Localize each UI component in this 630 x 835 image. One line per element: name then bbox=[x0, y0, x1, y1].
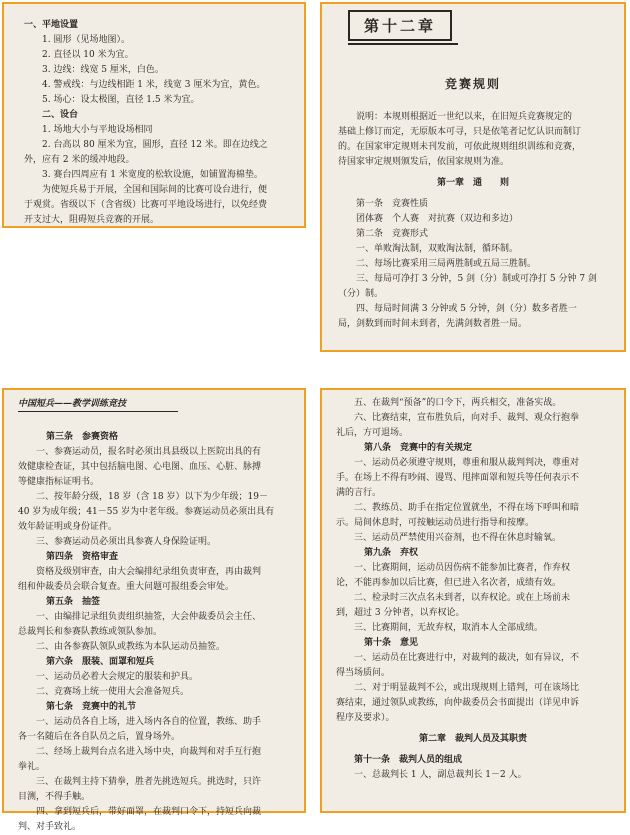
text-line: 一、参赛运动员，报名时必须出具县级以上医院出具的有 bbox=[36, 447, 262, 457]
text-line: 第一条 竞赛性质 bbox=[356, 199, 429, 209]
text-line: 一、运动员各自上场，进入场内各自的位置，教练、助手 bbox=[36, 717, 262, 727]
text-line: 三、运动员严禁使用兴奋剂，也不得在休息时输氧。 bbox=[354, 533, 562, 543]
page-title: 竞赛规则 bbox=[444, 77, 501, 91]
page-panel-bottom-left bbox=[2, 388, 306, 832]
text-line: 第三条 参赛资格 bbox=[46, 432, 119, 442]
text-line: 1. 圆形（见场地图）。 bbox=[42, 35, 130, 45]
text-line: 一、比赛期间，运动员因伤病不能参加比赛者，作弃权 bbox=[354, 563, 571, 573]
text-line: 二、经场上裁判台点名进入场中央，向裁判和对手互行抱 bbox=[36, 747, 262, 757]
text-line: 第十一条 裁判人员的组成 bbox=[354, 755, 463, 765]
text-line: 1. 场地大小与平地设场相同 bbox=[42, 125, 153, 135]
text-line: 第二条 竞赛形式 bbox=[356, 229, 429, 239]
text-line: 开支过大，阻碍短兵竞赛的开展。 bbox=[24, 215, 160, 225]
text-line: 三、在裁判主持下猜拳，胜者先挑选短兵。挑选时，只许 bbox=[36, 777, 262, 787]
text-line: 于观赏。省级以下（含省级）比赛可平地设场进行，以免经费 bbox=[24, 200, 268, 210]
chapter-heading: 第十二章 bbox=[348, 10, 452, 41]
text-line: 基础上修订而定，无原版本可寻，只是依笔者记忆认识而制订 bbox=[338, 127, 582, 137]
text-line: 一、运动员在比赛进行中，对裁判的裁决，如有异议，不 bbox=[354, 653, 580, 663]
text-line: 第七条 竞赛中的礼节 bbox=[46, 702, 137, 712]
text-line: 第四条 资格审查 bbox=[46, 552, 119, 562]
text-line: 手。在场上不得有吵闹、谩骂、甩摔面罩和短兵等任何表示不 bbox=[336, 473, 580, 483]
text-line: 二、检录时三次点名未到者，以弃权论。或在上场前未 bbox=[354, 593, 571, 603]
text-line: 满的言行。 bbox=[336, 488, 382, 498]
text-line: 四、拿到短兵后，带好面罩，在裁判口令下，持短兵向裁 bbox=[36, 807, 262, 817]
text-line: 3. 边线：线宽 5 厘米，白色。 bbox=[42, 65, 164, 75]
section-heading: 第二章 裁判人员及其职责 bbox=[418, 734, 527, 744]
text-line: 三、每局可净打 3 分钟，5 剑（分）制或可净打 5 分钟 7 剑 bbox=[356, 274, 597, 284]
text-line: 论，不能再参加以后比赛，但已进入名次者，成绩有效。 bbox=[336, 578, 562, 588]
page-panel-bottom-right bbox=[320, 388, 626, 813]
text-line: 的。在国家审定规则未刊发前，可依此规则组织训练和竞赛， bbox=[338, 142, 582, 152]
running-header: 中国短兵——教学训练竞技 bbox=[18, 396, 178, 412]
text-line: 效健康检查证，其中包括脑电图、心电图、血压、心脏、脉搏 bbox=[18, 462, 262, 472]
text-line: 第十条 意见 bbox=[364, 638, 419, 648]
text-line: 三、比赛期间，无故弃权，取消本人全部成绩。 bbox=[354, 623, 544, 633]
text-line: 一、运动员必须遵守规则，尊重和服从裁判判决，尊重对 bbox=[354, 458, 580, 468]
chapter-rule bbox=[348, 43, 458, 45]
text-line: 外，应有 2 米的缓冲地段。 bbox=[24, 155, 135, 165]
text-line: 组和仲裁委员会联合复查。重大问题可报组委会审处。 bbox=[18, 582, 235, 592]
text-line: 目测，不得手触。 bbox=[18, 792, 91, 802]
text-line: 2. 直径以 10 米为宜。 bbox=[42, 50, 134, 60]
text-line: 第八条 竞赛中的有关规定 bbox=[364, 443, 473, 453]
text-line: （分）制。 bbox=[338, 289, 384, 299]
text-line: 二、竞赛场上统一使用大会准备短兵。 bbox=[36, 687, 190, 697]
text-line: 团体赛 个人赛 对抗赛（双边和多边） bbox=[356, 214, 519, 224]
text-line: 第六条 服装、面罩和短兵 bbox=[46, 657, 155, 667]
text-line: 示。局间休息时，可按触运动员进行指导和按摩。 bbox=[336, 518, 535, 528]
text-line: 待国家审定规则颁发后，依国家规则为准。 bbox=[338, 157, 510, 167]
text-line: 为使短兵易于开展，全国和国际间的比赛可设台进行，便 bbox=[42, 185, 268, 195]
page-panel-top-left bbox=[2, 2, 306, 228]
text-line: 礼后，方可退场。 bbox=[336, 428, 409, 438]
text-line: 二、设台 bbox=[42, 110, 79, 120]
text-line: 四、每局时间满 3 分钟或 5 分钟，剑（分）数多者胜一 bbox=[356, 304, 577, 314]
text-line: 各一名随后在各自队员之后，置身场外。 bbox=[18, 732, 181, 742]
text-line: 二、按年龄分级，18 岁（含 18 岁）以下为少年级；19－ bbox=[36, 492, 268, 502]
section-heading: 第一章 通 则 bbox=[436, 178, 509, 188]
text-line: 等健康指标证明书。 bbox=[18, 477, 100, 487]
text-line: 六、比赛结束，宣布胜负后，向对手、裁判、观众行抱拳 bbox=[354, 413, 580, 423]
text-line: 说明：本规则根据近一世纪以来，在旧短兵竞赛规定的 bbox=[356, 112, 573, 122]
text-line: 资格及级别审查，由大会编排纪录组负责审查，再由裁判 bbox=[36, 567, 262, 577]
text-line: 一、平地设置 bbox=[24, 20, 79, 30]
text-line: 总裁判长和参赛队教练或领队参加。 bbox=[18, 627, 163, 637]
text-line: 一、运动员必着大会规定的服装和护具。 bbox=[36, 672, 199, 682]
text-line: 效年龄证明或身份证件。 bbox=[18, 522, 118, 532]
text-line: 第九条 弃权 bbox=[364, 548, 419, 558]
text-line: 4. 警戒线：与边线相距 1 米，线宽 3 厘米为宜，黄色。 bbox=[42, 80, 266, 90]
text-line: 五、在裁判“预备”的口令下，两兵相交，准备实战。 bbox=[354, 398, 562, 408]
text-line: 第五条 抽签 bbox=[46, 597, 101, 607]
text-line: 拳礼。 bbox=[18, 762, 46, 772]
text-line: 5. 场心：设太极图，直径 1.5 米为宜。 bbox=[42, 95, 200, 105]
text-line: 三、参赛运动员必须出具参赛人身保险证明。 bbox=[36, 537, 217, 547]
text-line: 得当场质问。 bbox=[336, 668, 391, 678]
text-line: 二、教练员、助手在指定位置就坐，不得在场下呼叫和暗 bbox=[354, 503, 580, 513]
text-line: 局，剑数到而时间未到者，先满剑数者胜一局。 bbox=[338, 319, 528, 329]
text-line: 二、每场比赛采用三局两胜制或五局三胜制。 bbox=[356, 259, 537, 269]
text-line: 赛结束，通过领队或教练，向仲裁委员会书面提出（详见申诉 bbox=[336, 698, 580, 708]
text-line: 一、总裁判长 1 人，副总裁判长 1－2 人。 bbox=[354, 770, 527, 780]
text-line: 到，超过 3 分钟者，以弃权论。 bbox=[336, 608, 465, 618]
text-line: 一、单败淘汰制，双败淘汰制，循环制。 bbox=[356, 244, 519, 254]
text-line: 二、对于明显裁判不公，或出现规则上错判，可在该场比 bbox=[354, 683, 580, 693]
text-line: 判、对手致礼。 bbox=[18, 822, 82, 832]
text-line: 3. 赛台四周应有 1 米宽度的松软设施，如铺置海棉垫。 bbox=[42, 170, 263, 180]
text-line: 二、由各参赛队领队或教练为本队运动员抽签。 bbox=[36, 642, 226, 652]
text-line: 2. 台高以 80 厘米为宜，圆形，直径 12 米。即在边线之 bbox=[42, 140, 268, 150]
text-line: 一、由编排记录组负责组织抽签，大会仲裁委员会主任、 bbox=[36, 612, 262, 622]
text-line: 程序及要求）。 bbox=[336, 713, 395, 723]
page-panel-top-right bbox=[320, 2, 626, 352]
text-line: 40 岁为成年级；41－55 岁为中老年级。参赛运动员必须出具有 bbox=[18, 507, 275, 517]
